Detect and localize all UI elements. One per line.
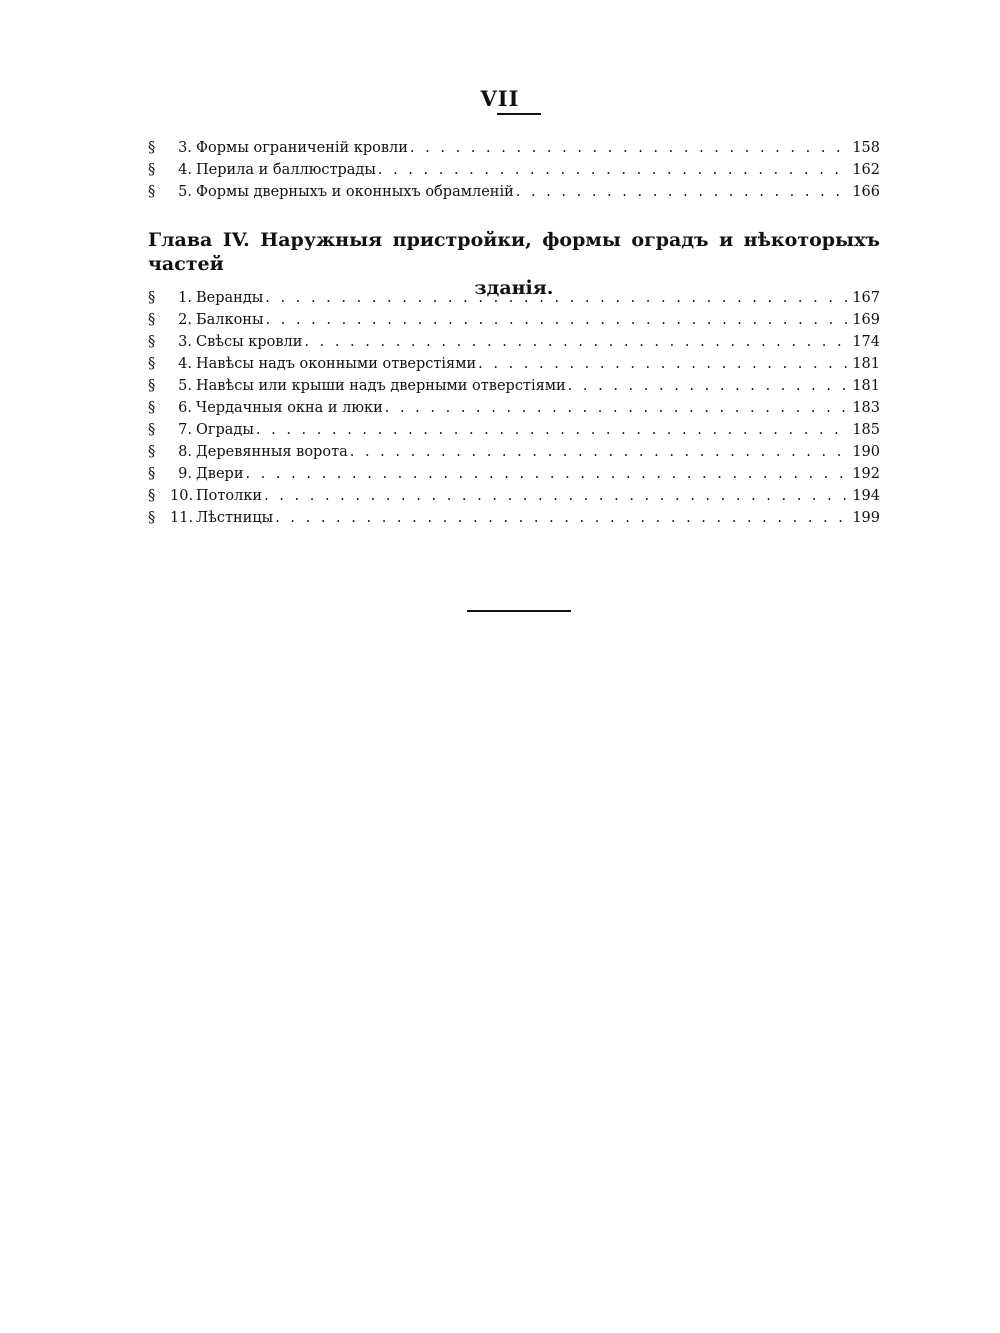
page-reference: 166 bbox=[852, 184, 880, 200]
dot-leader bbox=[478, 356, 850, 372]
section-title: Навѣсы или крыши надъ дверными отверстіями bbox=[196, 378, 566, 394]
section-number: 4. bbox=[178, 162, 192, 178]
page-reference: 158 bbox=[852, 140, 880, 156]
chapter-heading-line1: Глава IV. Наружныя пристройки, формы оградъ и нѣкоторыхъ частей bbox=[148, 229, 880, 275]
dot-leader bbox=[516, 184, 850, 200]
page-reference: 190 bbox=[852, 444, 880, 460]
section-number: 6. bbox=[178, 400, 192, 416]
section-sign: § bbox=[148, 422, 156, 438]
section-title: Лѣстницы bbox=[196, 510, 274, 526]
dot-leader bbox=[256, 422, 850, 438]
toc-entry bbox=[148, 290, 880, 312]
section-number: 5. bbox=[178, 184, 192, 200]
toc-entry bbox=[148, 140, 880, 162]
section-number: 9. bbox=[178, 466, 192, 482]
page-reference: 181 bbox=[852, 356, 880, 372]
dot-leader bbox=[568, 378, 850, 394]
dot-leader bbox=[378, 162, 850, 178]
dot-leader bbox=[266, 312, 850, 328]
page-reference: 162 bbox=[852, 162, 880, 178]
chapter-heading-line2: зданія. bbox=[474, 277, 554, 299]
toc-entry bbox=[148, 510, 880, 532]
page-reference: 183 bbox=[852, 400, 880, 416]
toc-entry bbox=[148, 378, 880, 400]
page-reference: 185 bbox=[852, 422, 880, 438]
section-sign: § bbox=[148, 466, 156, 482]
page-reference: 167 bbox=[852, 290, 880, 306]
page-number-underline bbox=[497, 113, 541, 115]
section-sign: § bbox=[148, 378, 156, 394]
section-title: Балконы bbox=[196, 312, 264, 328]
section-sign: § bbox=[148, 488, 156, 504]
toc-entry bbox=[148, 444, 880, 466]
section-title: Формы дверныхъ и оконныхъ обрамленій bbox=[196, 184, 514, 200]
section-number: 4. bbox=[178, 356, 192, 372]
end-rule bbox=[467, 610, 571, 612]
section-number: 10. bbox=[170, 488, 194, 504]
section-title: Ограды bbox=[196, 422, 254, 438]
section-sign: § bbox=[148, 356, 156, 372]
dot-leader bbox=[350, 444, 850, 460]
dot-leader bbox=[245, 466, 850, 482]
section-title: Чердачныя окна и люки bbox=[196, 400, 383, 416]
dot-leader bbox=[410, 140, 850, 156]
section-title: Деревянныя ворота bbox=[196, 444, 348, 460]
toc-entry bbox=[148, 334, 880, 356]
section-title: Веранды bbox=[196, 290, 264, 306]
page-reference: 174 bbox=[852, 334, 880, 350]
section-number: 7. bbox=[178, 422, 192, 438]
section-number: 3. bbox=[178, 334, 192, 350]
section-number: 3. bbox=[178, 140, 192, 156]
dot-leader bbox=[275, 510, 850, 526]
toc-list-previous-chapter bbox=[148, 140, 880, 206]
toc-entry bbox=[148, 466, 880, 488]
section-sign: § bbox=[148, 290, 156, 306]
toc-entry bbox=[148, 162, 880, 184]
page-number: VII bbox=[480, 86, 520, 111]
dot-leader bbox=[385, 400, 850, 416]
section-title: Свѣсы кровли bbox=[196, 334, 303, 350]
page-reference: 181 bbox=[852, 378, 880, 394]
section-sign: § bbox=[148, 400, 156, 416]
section-title: Двери bbox=[196, 466, 244, 482]
toc-list-chapter-four bbox=[148, 290, 880, 532]
section-number: 2. bbox=[178, 312, 192, 328]
section-sign: § bbox=[148, 334, 156, 350]
section-number: 1. bbox=[178, 290, 192, 306]
section-title: Формы ограниченій кровли bbox=[196, 140, 408, 156]
page-reference: 192 bbox=[852, 466, 880, 482]
page-reference: 194 bbox=[852, 488, 880, 504]
section-sign: § bbox=[148, 162, 156, 178]
section-title: Навѣсы надъ оконными отверстіями bbox=[196, 356, 477, 372]
toc-entry bbox=[148, 356, 880, 378]
section-sign: § bbox=[148, 510, 156, 526]
dot-leader bbox=[304, 334, 850, 350]
page-reference: 199 bbox=[852, 510, 880, 526]
section-number: 11. bbox=[170, 510, 194, 526]
section-sign: § bbox=[148, 184, 156, 200]
toc-entry bbox=[148, 422, 880, 444]
section-sign: § bbox=[148, 312, 156, 328]
section-number: 8. bbox=[178, 444, 192, 460]
section-sign: § bbox=[148, 444, 156, 460]
toc-entry bbox=[148, 488, 880, 510]
section-title: Перила и баллюстрады bbox=[196, 162, 376, 178]
toc-entry bbox=[148, 312, 880, 334]
section-sign: § bbox=[148, 140, 156, 156]
section-number: 5. bbox=[178, 378, 192, 394]
dot-leader bbox=[264, 488, 850, 504]
toc-entry bbox=[148, 400, 880, 422]
dot-leader bbox=[265, 290, 850, 306]
page-reference: 169 bbox=[852, 312, 880, 328]
section-title: Потолки bbox=[196, 488, 263, 504]
toc-entry bbox=[148, 184, 880, 206]
